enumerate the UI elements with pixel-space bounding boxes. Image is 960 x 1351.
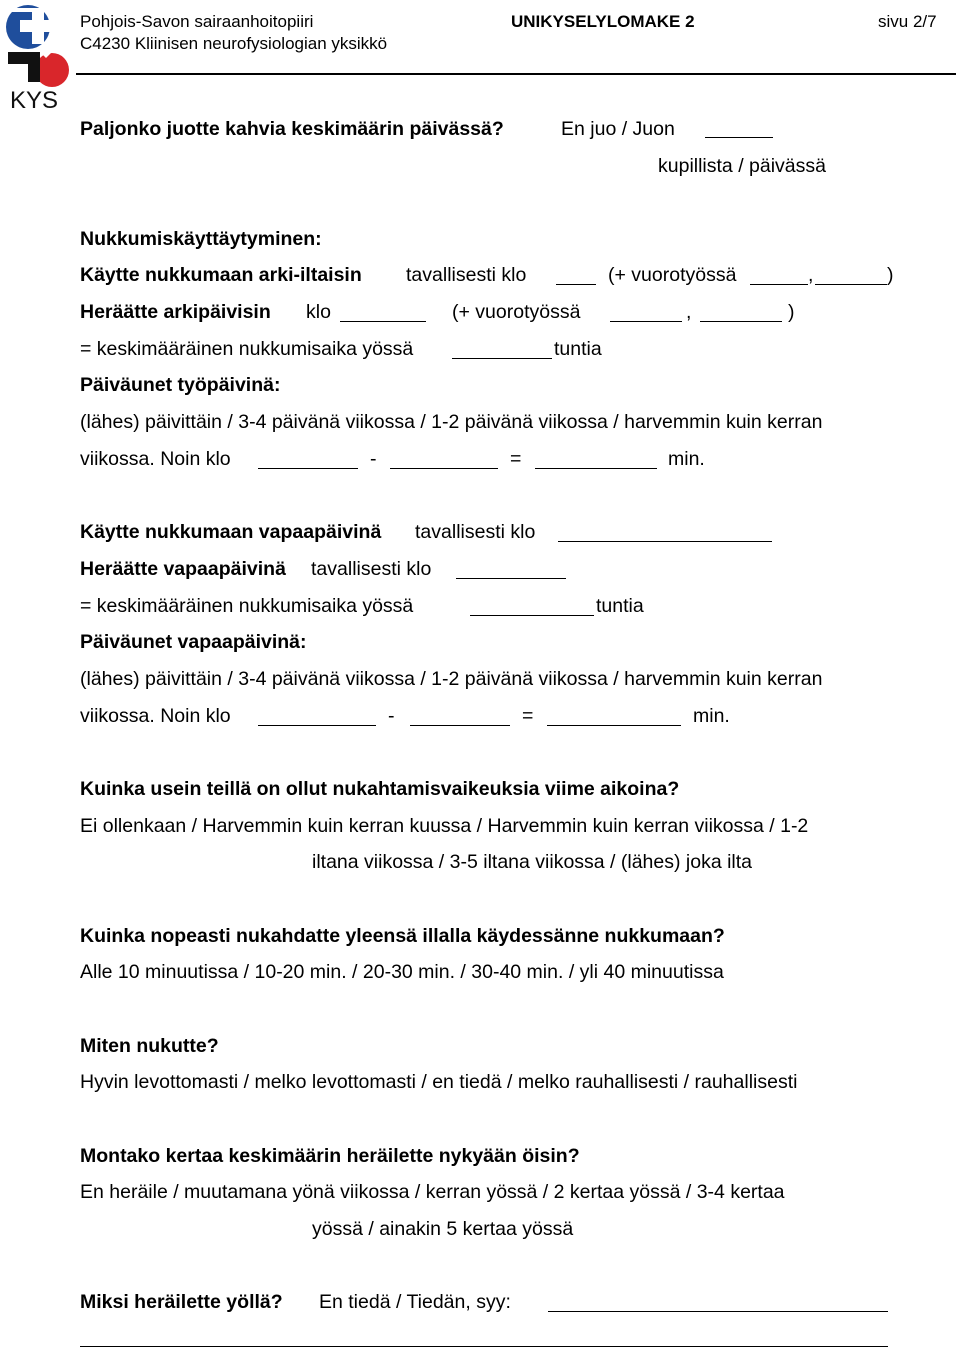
header-divider	[76, 73, 956, 75]
work-wake-close: )	[788, 301, 795, 323]
work-nap-dash: -	[370, 448, 377, 470]
work-nap-minutes-field[interactable]	[535, 468, 657, 469]
work-bed-time-field[interactable]	[556, 284, 596, 285]
coffee-unit: kupillista / päivässä	[658, 155, 826, 177]
sleep-heading: Nukkumiskäyttäytyminen:	[80, 228, 322, 250]
free-bed-question: Käytte nukkumaan vapaapäivinä	[80, 521, 382, 543]
work-wake-comma: ,	[686, 301, 692, 323]
free-avg-hours-field[interactable]	[470, 615, 594, 616]
insomnia-options-line2[interactable]: iltana viikossa / 3-5 iltana viikossa / (lähes) joka ilta	[312, 851, 753, 873]
work-avg-label: = keskimääräinen nukkumisaika yössä	[80, 338, 414, 360]
free-wake-question: Heräätte vapaapäivinä	[80, 558, 286, 580]
logo-text: KYS	[10, 87, 59, 114]
free-nap-dash: -	[388, 705, 395, 727]
work-bed-usual: tavallisesti klo	[406, 264, 527, 286]
free-nap-frequency: (lähes) päivittäin / 3-4 päivänä viikossa / 1-2 päivänä viikossa / harvemmin kuin kerran	[80, 668, 823, 690]
work-nap-eq: =	[510, 448, 522, 470]
work-wake-klo: klo	[306, 301, 331, 323]
work-wake-time-field[interactable]	[340, 321, 426, 322]
work-nap-week: viikossa. Noin klo	[80, 448, 231, 470]
latency-options[interactable]: Alle 10 minuutissa / 10-20 min. / 20-30 min. / 30-40 min. / yli 40 minuutissa	[80, 961, 724, 983]
free-avg-label: = keskimääräinen nukkumisaika yössä	[80, 595, 414, 617]
work-bed-shift-field-2[interactable]	[815, 284, 887, 285]
awakenings-options-line2[interactable]: yössä / ainakin 5 kertaa yössä	[312, 1218, 574, 1240]
coffee-question: Paljonko juotte kahvia keskimäärin päivässä?	[80, 118, 504, 140]
work-avg-hours-field[interactable]	[452, 358, 552, 359]
work-bed-shift: (+ vuorotyössä	[608, 264, 737, 286]
free-nap-end-field[interactable]	[410, 725, 510, 726]
why-reason-field-line2[interactable]	[80, 1346, 888, 1347]
work-nap-min: min.	[668, 448, 705, 470]
free-bed-usual: tavallisesti klo	[415, 521, 536, 543]
work-wake-question: Heräätte arkipäivisin	[80, 301, 271, 323]
work-wake-shift-field-2[interactable]	[700, 321, 782, 322]
free-nap-min: min.	[693, 705, 730, 727]
coffee-options: En juo / Juon	[561, 118, 675, 140]
free-nap-eq: =	[522, 705, 534, 727]
free-nap-start-field[interactable]	[258, 725, 376, 726]
work-nap-heading: Päiväunet työpäivinä:	[80, 374, 281, 396]
org-name: Pohjois-Savon sairaanhoitopiiri	[80, 12, 314, 31]
free-nap-week: viikossa. Noin klo	[80, 705, 231, 727]
work-wake-shift: (+ vuorotyössä	[452, 301, 581, 323]
insomnia-question: Kuinka usein teillä on ollut nukahtamisvaikeuksia viime aikoina?	[80, 778, 680, 800]
awakenings-question: Montako kertaa keskimäärin heräilette nykyään öisin?	[80, 1145, 580, 1167]
work-nap-end-field[interactable]	[390, 468, 498, 469]
awakenings-options-line1[interactable]: En heräile / muutamana yönä viikossa / kerran yössä / 2 kertaa yössä / 3-4 kertaa	[80, 1181, 785, 1203]
insomnia-options-line1[interactable]: Ei ollenkaan / Harvemmin kuin kerran kuussa / Harvemmin kuin kerran viikossa / 1-2	[80, 815, 809, 837]
why-options[interactable]: En tiedä / Tiedän, syy:	[319, 1291, 511, 1313]
work-nap-frequency: (lähes) päivittäin / 3-4 päivänä viikossa / 1-2 päivänä viikossa / harvemmin kuin kerran	[80, 411, 823, 433]
free-avg-hours-unit: tuntia	[596, 595, 644, 617]
form-title: UNIKYSELYLOMAKE 2	[511, 12, 695, 31]
unit-name: C4230 Kliinisen neurofysiologian yksikkö	[80, 34, 388, 53]
work-wake-shift-field-1[interactable]	[610, 321, 682, 322]
work-bed-close: )	[887, 264, 894, 286]
quality-question: Miten nukutte?	[80, 1035, 219, 1057]
free-nap-heading: Päiväunet vapaapäivinä:	[80, 631, 307, 653]
free-nap-minutes-field[interactable]	[547, 725, 681, 726]
free-wake-time-field[interactable]	[456, 578, 566, 579]
work-bed-question: Käytte nukkumaan arki-iltaisin	[80, 264, 362, 286]
work-avg-hours-unit: tuntia	[554, 338, 602, 360]
latency-question: Kuinka nopeasti nukahdatte yleensä illalla käydessänne nukkumaan?	[80, 925, 725, 947]
free-bed-time-field[interactable]	[558, 541, 772, 542]
quality-options[interactable]: Hyvin levottomasti / melko levottomasti / en tiedä / melko rauhallisesti / rauhallisesti	[80, 1071, 798, 1093]
coffee-cups-field[interactable]	[705, 137, 773, 138]
why-question: Miksi heräilette yöllä?	[80, 1291, 283, 1313]
page-number: sivu 2/7	[878, 12, 937, 31]
why-reason-field[interactable]	[548, 1311, 888, 1312]
work-bed-shift-field-1[interactable]	[750, 284, 808, 285]
free-wake-usual: tavallisesti klo	[311, 558, 432, 580]
work-bed-comma: ,	[808, 264, 814, 286]
work-nap-start-field[interactable]	[258, 468, 358, 469]
